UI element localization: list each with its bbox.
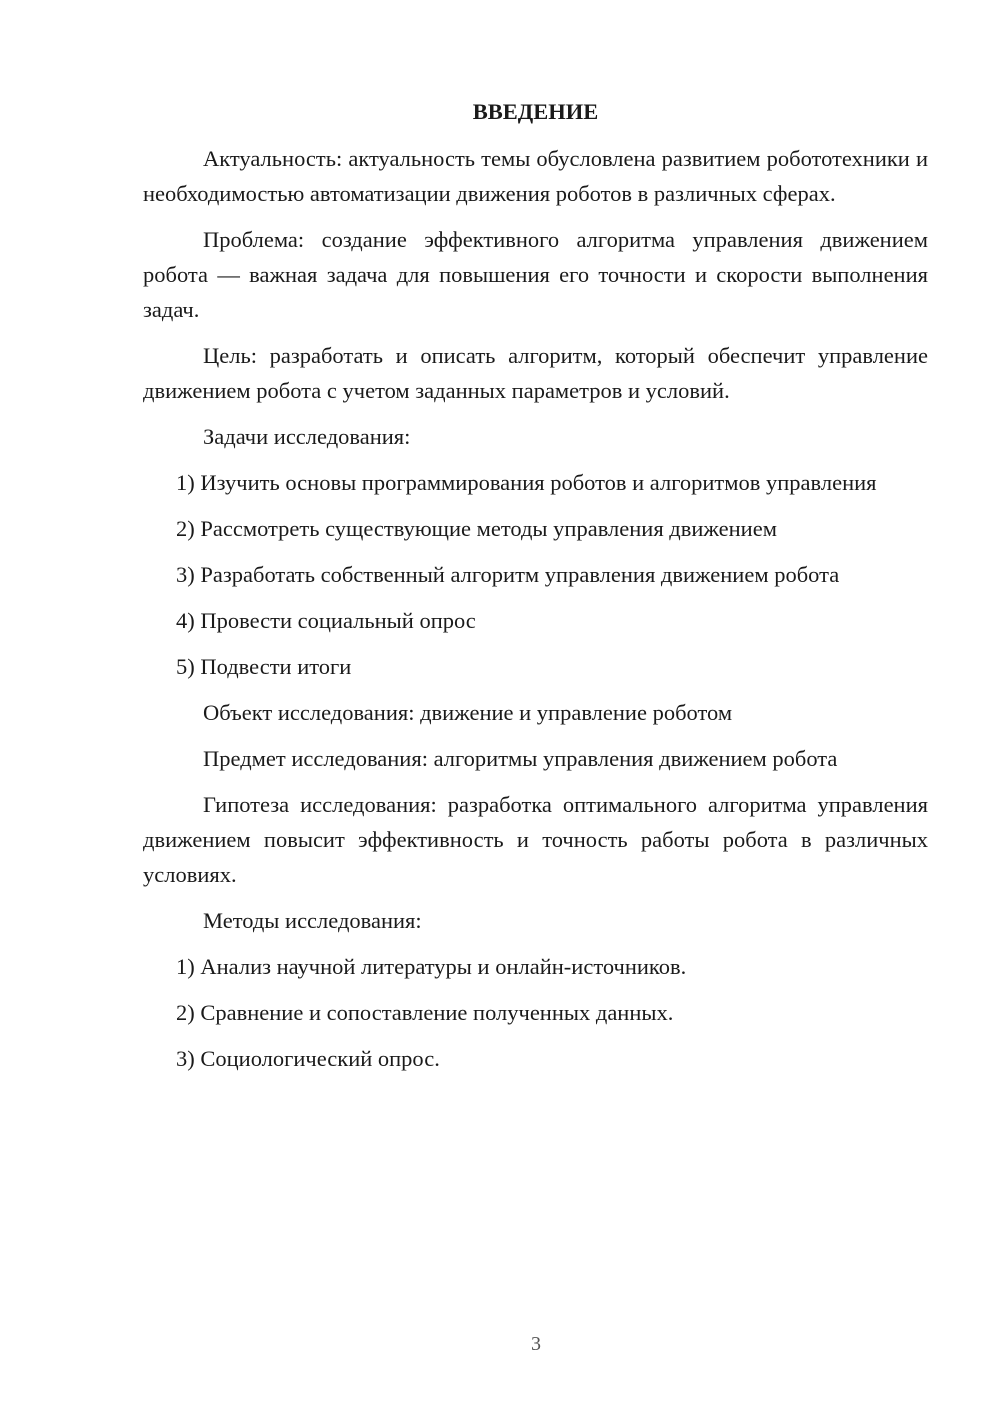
object-paragraph: Объект исследования: движение и управление роботом bbox=[203, 700, 733, 725]
relevance-paragraph: Актуальность: актуальность темы обусловлена развитием робототехники и необходимостью автоматизации движения роботов в различных сферах. bbox=[143, 146, 928, 206]
task-item-5: 5) Подвести итоги bbox=[176, 654, 352, 679]
hypothesis-paragraph: Гипотеза исследования: разработка оптимального алгоритма управления движением повысит эффективность и точность работы робота в различных условиях. bbox=[143, 792, 928, 887]
task-item-2: 2) Рассмотреть существующие методы управления движением bbox=[176, 516, 777, 541]
page-title: ВВЕДЕНИЕ bbox=[472, 99, 599, 124]
tasks-heading: Задачи исследования: bbox=[203, 424, 411, 449]
goal-paragraph: Цель: разработать и описать алгоритм, который обеспечит управление движением робота с учетом заданных параметров и условий. bbox=[143, 343, 928, 403]
problem-paragraph: Проблема: создание эффективного алгоритма управления движением робота — важная задача для повышения его точности и скорости выполнения задач. bbox=[143, 227, 928, 322]
task-item-3: 3) Разработать собственный алгоритм управления движением робота bbox=[176, 562, 840, 587]
page-content bbox=[143, 94, 928, 1087]
page-number: 3 bbox=[531, 1333, 541, 1355]
method-item-3: 3) Социологический опрос. bbox=[176, 1046, 440, 1071]
task-item-1: 1) Изучить основы программирования роботов и алгоритмов управления bbox=[176, 470, 877, 495]
subject-paragraph: Предмет исследования: алгоритмы управления движением робота bbox=[203, 746, 838, 771]
method-item-1: 1) Анализ научной литературы и онлайн-источников. bbox=[176, 954, 687, 979]
task-item-4: 4) Провести социальный опрос bbox=[176, 608, 476, 633]
method-item-2: 2) Сравнение и сопоставление полученных данных. bbox=[176, 1000, 674, 1025]
methods-heading: Методы исследования: bbox=[203, 908, 422, 933]
